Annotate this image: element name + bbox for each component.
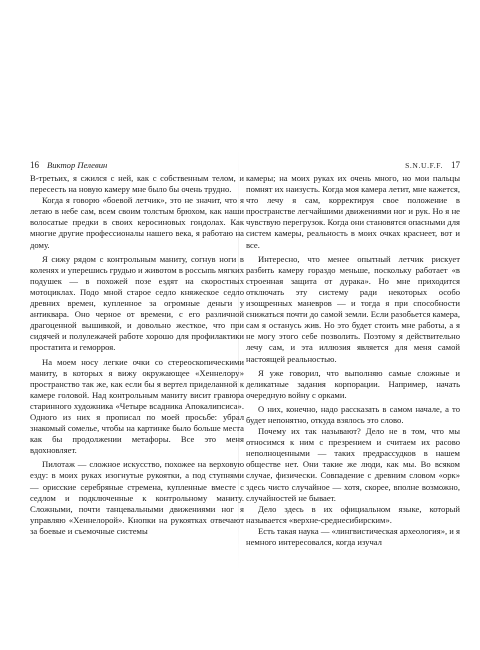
- paragraph: Когда я говорю «боевой летчик», это не значит, что я летаю в небе сам, всем своим толстым брюхом, как наши волосатые предки в своих керосиновых гондолах. Как многие другие профессионалы нашего века, я работаю на дому.: [30, 195, 244, 250]
- paragraph: Почему их так называют? Дело не в том, что мы относимся к ним с презрением и считаем их расово неполноценными — таких предрассудков в нашем обществе нет. Они такие же люди, как мы. Во всяком случае, физически. Совпадение с древним словом «орк» здесь чисто случайное — хотя, скорее, вполне возможно, случайностей не бывает.: [246, 426, 460, 503]
- right-page-text: [246, 173, 460, 548]
- running-head-title: S.N.U.F.F.: [405, 161, 443, 170]
- running-head-author: Виктор Пелевин: [47, 160, 108, 170]
- paragraph: В-третьих, я сжился с ней, как с собственным телом, и пересесть на новую камеру мне было бы очень трудно.: [30, 173, 244, 195]
- left-page: [30, 160, 244, 560]
- paragraph: О них, конечно, надо рассказать в самом начале, а то будет непонятно, откуда взялось это слово.: [246, 403, 460, 425]
- paragraph: Пилотаж — сложное искусство, похожее на верховую езду: в моих руках изогнутые рукоятки, а под ступнями — орисские серебряные стремена, купленные вместе с седлом и подключенные к контрольному маниту. Сложными, почти танцевальными движениями ног я управляю «Хеннелорой». Кнопки на рукоятках отвечают за боевые и съемочные системы: [30, 459, 244, 536]
- page-number: 16: [30, 160, 39, 170]
- left-page-header: [30, 160, 244, 172]
- right-page: [246, 160, 460, 560]
- paragraph: Я уже говорил, что выполняю самые сложные и деликатные задания корпорации. Например, начать очередную войну с орками.: [246, 367, 460, 400]
- paragraph: На моем носу легкие очки со стереоскопическими маниту, в которых я вижу окружающее «Хеннелору» пространство так же, как если бы я вертел приделанной к камере головой. Над контрольным маниту висит гравюра старинного художника «Четыре всадника Апокалипсиса». Одного из них я прописал по моей просьбе: убрал знакомый сомелье, чтобы на картинке было больше места как бы продолжении метафоры. Все это меня вдохновляет.: [30, 356, 244, 456]
- right-page-header: [246, 160, 460, 172]
- left-page-text: [30, 173, 244, 537]
- paragraph: Дело здесь в их официальном языке, который называется «верхне-среднесибирским».: [246, 503, 460, 525]
- paragraph: камеры; на моих руках их очень много, но мои пальцы помнят их наизусть. Когда моя камера летит, мне кажется, что лечу я сам, корректируя свое положение в пространстве легчайшими движениями ног и рук. Но я не чувствую перегрузок. Когда они становятся опасными для систем камеры, реальность в моих очках краснеет, вот и все.: [246, 173, 460, 250]
- paragraph: Я сижу рядом с контрольным маниту, согнув ноги в коленях и уперешись грудью и животом в россыпь мягких подушек — в похожей позе ездят на скоростных мотоциклах. Подо мной старое седло княжеское седло древних времен, купленное за огромные деньги у антиквара. Оно черное от времени, с его различной драгоценной вышивкой, и довольно жесткое, что при сидячей и полулежачей работе хорошо для профилактики простатита и геморроя.: [30, 253, 244, 353]
- paragraph: Интересно, что менее опытный летчик рискует разбить камеру гораздо меньше, поскольку работает «в строенная защита от дурака». Но мне приходится отключать эту систему ради некоторых особо изощренных маневров — и тогда я при способности снижаться почти до самой земли. Если разобьется камера, сам я останусь жив. Но это будет стоить мне работы, а я не могу этого себе позволить. Поэтому я действительно лечу сам, и эта иллюзия является для меня самой настоящей реальностью.: [246, 253, 460, 364]
- paragraph: Есть такая наука — «лингвистическая археология», и я немного интересовался, когда изучал: [246, 525, 460, 547]
- page-number: 17: [451, 160, 460, 170]
